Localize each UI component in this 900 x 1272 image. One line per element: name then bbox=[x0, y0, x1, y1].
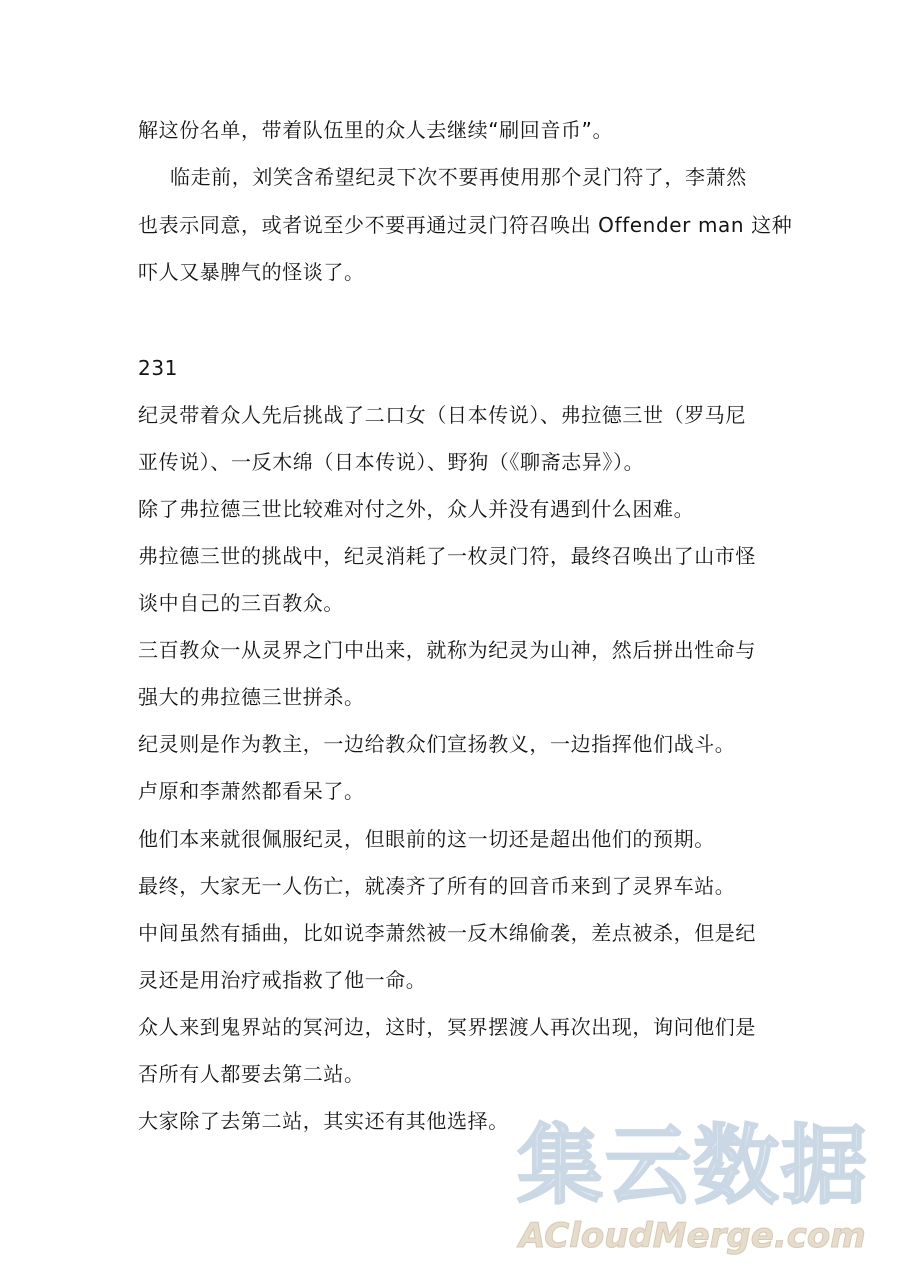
paragraph-line: 临走前，刘笑含希望纪灵下次不要再使用那个灵门符了，李萧然 bbox=[170, 165, 747, 189]
paragraph-line: 强大的弗拉德三世拼杀。 bbox=[138, 685, 365, 709]
watermark-cn-text: 集云数据 bbox=[517, 1116, 869, 1216]
watermark-en-text: ACloudMerge.com bbox=[519, 1216, 866, 1256]
paragraph-line: 大家除了去第二站，其实还有其他选择。 bbox=[138, 1109, 509, 1133]
paragraph-line: 弗拉德三世的挑战中，纪灵消耗了一枚灵门符，最终召唤出了山市怪 bbox=[138, 544, 756, 568]
paragraph-line: 纪灵则是作为教主，一边给教众们宣扬教义，一边指挥他们战斗。 bbox=[138, 732, 736, 756]
paragraph-line: 吓人又暴脾气的怪谈了。 bbox=[138, 260, 365, 284]
paragraph-line: 谈中自己的三百教众。 bbox=[138, 591, 344, 615]
paragraph-line: 除了弗拉德三世比较难对付之外，众人并没有遇到什么困难。 bbox=[138, 497, 695, 521]
paragraph-line: 灵还是用治疗戒指救了他一命。 bbox=[138, 968, 427, 992]
paragraph-line: 纪灵带着众人先后挑战了二口女（日本传说）、弗拉德三世（罗马尼 bbox=[138, 403, 746, 427]
paragraph-line: 卢原和李萧然都看呆了。 bbox=[138, 779, 365, 803]
paragraph-line: 三百教众一从灵界之门中出来，就称为纪灵为山神，然后拼出性命与 bbox=[138, 638, 756, 662]
paragraph-line: 中间虽然有插曲，比如说李萧然被一反木绵偷袭，差点被杀，但是纪 bbox=[138, 921, 756, 945]
paragraph-line: 亚传说）、一反木绵（日本传说）、野狗（《聊斋志异》）。 bbox=[138, 450, 645, 474]
paragraph-line: 最终，大家无一人伤亡，就凑齐了所有的回音币来到了灵界车站。 bbox=[138, 874, 736, 898]
paragraph-line: 否所有人都要去第二站。 bbox=[138, 1062, 365, 1086]
paragraph-line: 解这份名单，带着队伍里的众人去继续“刷回音币”。 bbox=[138, 118, 614, 142]
watermark-logo bbox=[505, 1118, 895, 1263]
chapter-number: 231 bbox=[138, 356, 178, 380]
paragraph-line: 也表示同意，或者说至少不要再通过灵门符召唤出 Offender man 这种 bbox=[138, 213, 793, 237]
paragraph-line: 众人来到鬼界站的冥河边，这时，冥界摆渡人再次出现，询问他们是 bbox=[138, 1015, 756, 1039]
paragraph-line: 他们本来就很佩服纪灵，但眼前的这一切还是超出他们的预期。 bbox=[138, 827, 715, 851]
